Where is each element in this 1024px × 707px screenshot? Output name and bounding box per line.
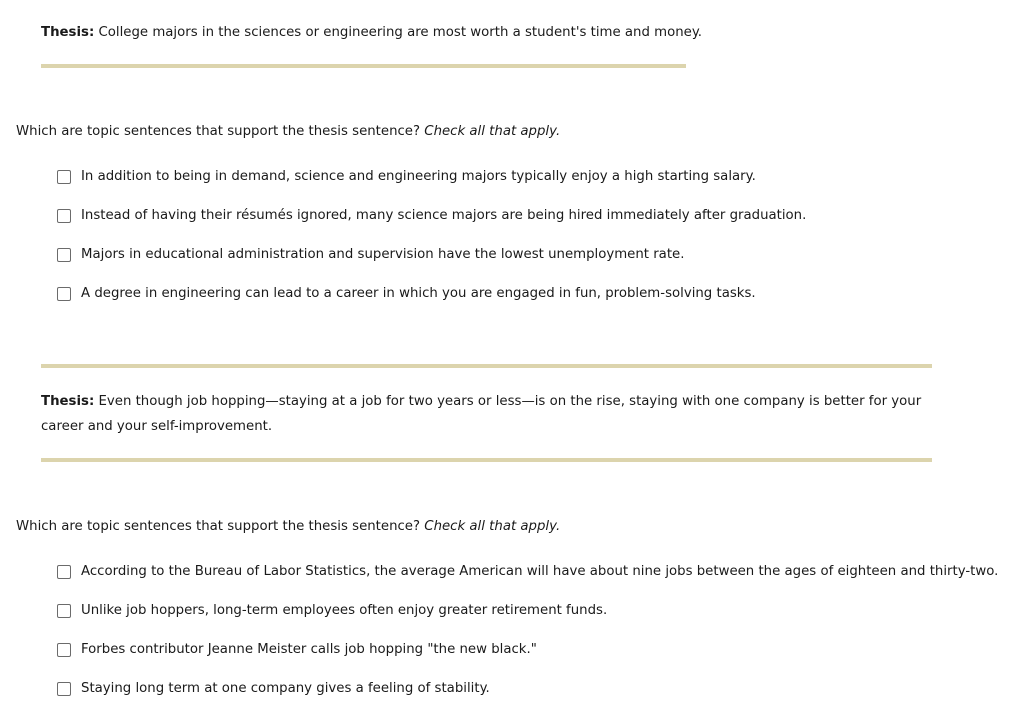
option-2-4[interactable]: [57, 680, 490, 698]
divider-2: [41, 364, 932, 368]
option-label: Instead of having their résumés ignored, many science majors are being hired immediately after graduation.: [81, 208, 807, 223]
divider-1: [41, 64, 686, 68]
option-label: Majors in educational administration and supervision have the lowest unemployment rate.: [81, 247, 685, 262]
question-2-instruction: Check all that apply.: [424, 519, 561, 534]
divider-3: [41, 458, 932, 462]
question-2-text: Which are topic sentences that support the thesis sentence?: [16, 519, 425, 534]
option-1-2[interactable]: [57, 207, 806, 225]
option-2-2[interactable]: [57, 602, 607, 620]
checkbox[interactable]: [57, 287, 71, 301]
option-1-1[interactable]: [57, 168, 756, 186]
thesis-1-text: College majors in the sciences or engineering are most worth a student's time and money.: [94, 25, 703, 40]
thesis-2-label: Thesis:: [41, 394, 95, 409]
question-1: [16, 124, 560, 139]
question-1-instruction: Check all that apply.: [424, 124, 561, 139]
thesis-2-text-line2: career and your self-improvement.: [41, 419, 273, 434]
question-1-text: Which are topic sentences that support the thesis sentence?: [16, 124, 425, 139]
option-label: Forbes contributor Jeanne Meister calls job hopping "the new black.": [81, 642, 537, 657]
checkbox[interactable]: [57, 643, 71, 657]
option-2-1[interactable]: [57, 563, 998, 581]
checkbox[interactable]: [57, 565, 71, 579]
checkbox[interactable]: [57, 682, 71, 696]
checkbox[interactable]: [57, 604, 71, 618]
thesis-2-text-line1: Even though job hopping—staying at a job for two years or less—is on the rise, staying with one company is better for your: [94, 394, 922, 409]
option-1-3[interactable]: [57, 246, 684, 264]
option-2-3[interactable]: [57, 641, 537, 659]
thesis-2: [41, 389, 931, 439]
checkbox[interactable]: [57, 248, 71, 262]
option-1-4[interactable]: [57, 285, 756, 303]
option-label: In addition to being in demand, science and engineering majors typically enjoy a high starting salary.: [81, 169, 756, 184]
option-label: Unlike job hoppers, long-term employees often enjoy greater retirement funds.: [81, 603, 608, 618]
checkbox[interactable]: [57, 170, 71, 184]
option-label: Staying long term at one company gives a feeling of stability.: [81, 681, 490, 696]
checkbox[interactable]: [57, 209, 71, 223]
option-label: According to the Bureau of Labor Statistics, the average American will have about nine jobs between the ages of eighteen and thirty-two.: [81, 564, 999, 579]
question-2: [16, 519, 560, 534]
thesis-1-label: Thesis:: [41, 25, 95, 40]
option-label: A degree in engineering can lead to a career in which you are engaged in fun, problem-solving tasks.: [81, 286, 756, 301]
thesis-1: [41, 20, 702, 45]
